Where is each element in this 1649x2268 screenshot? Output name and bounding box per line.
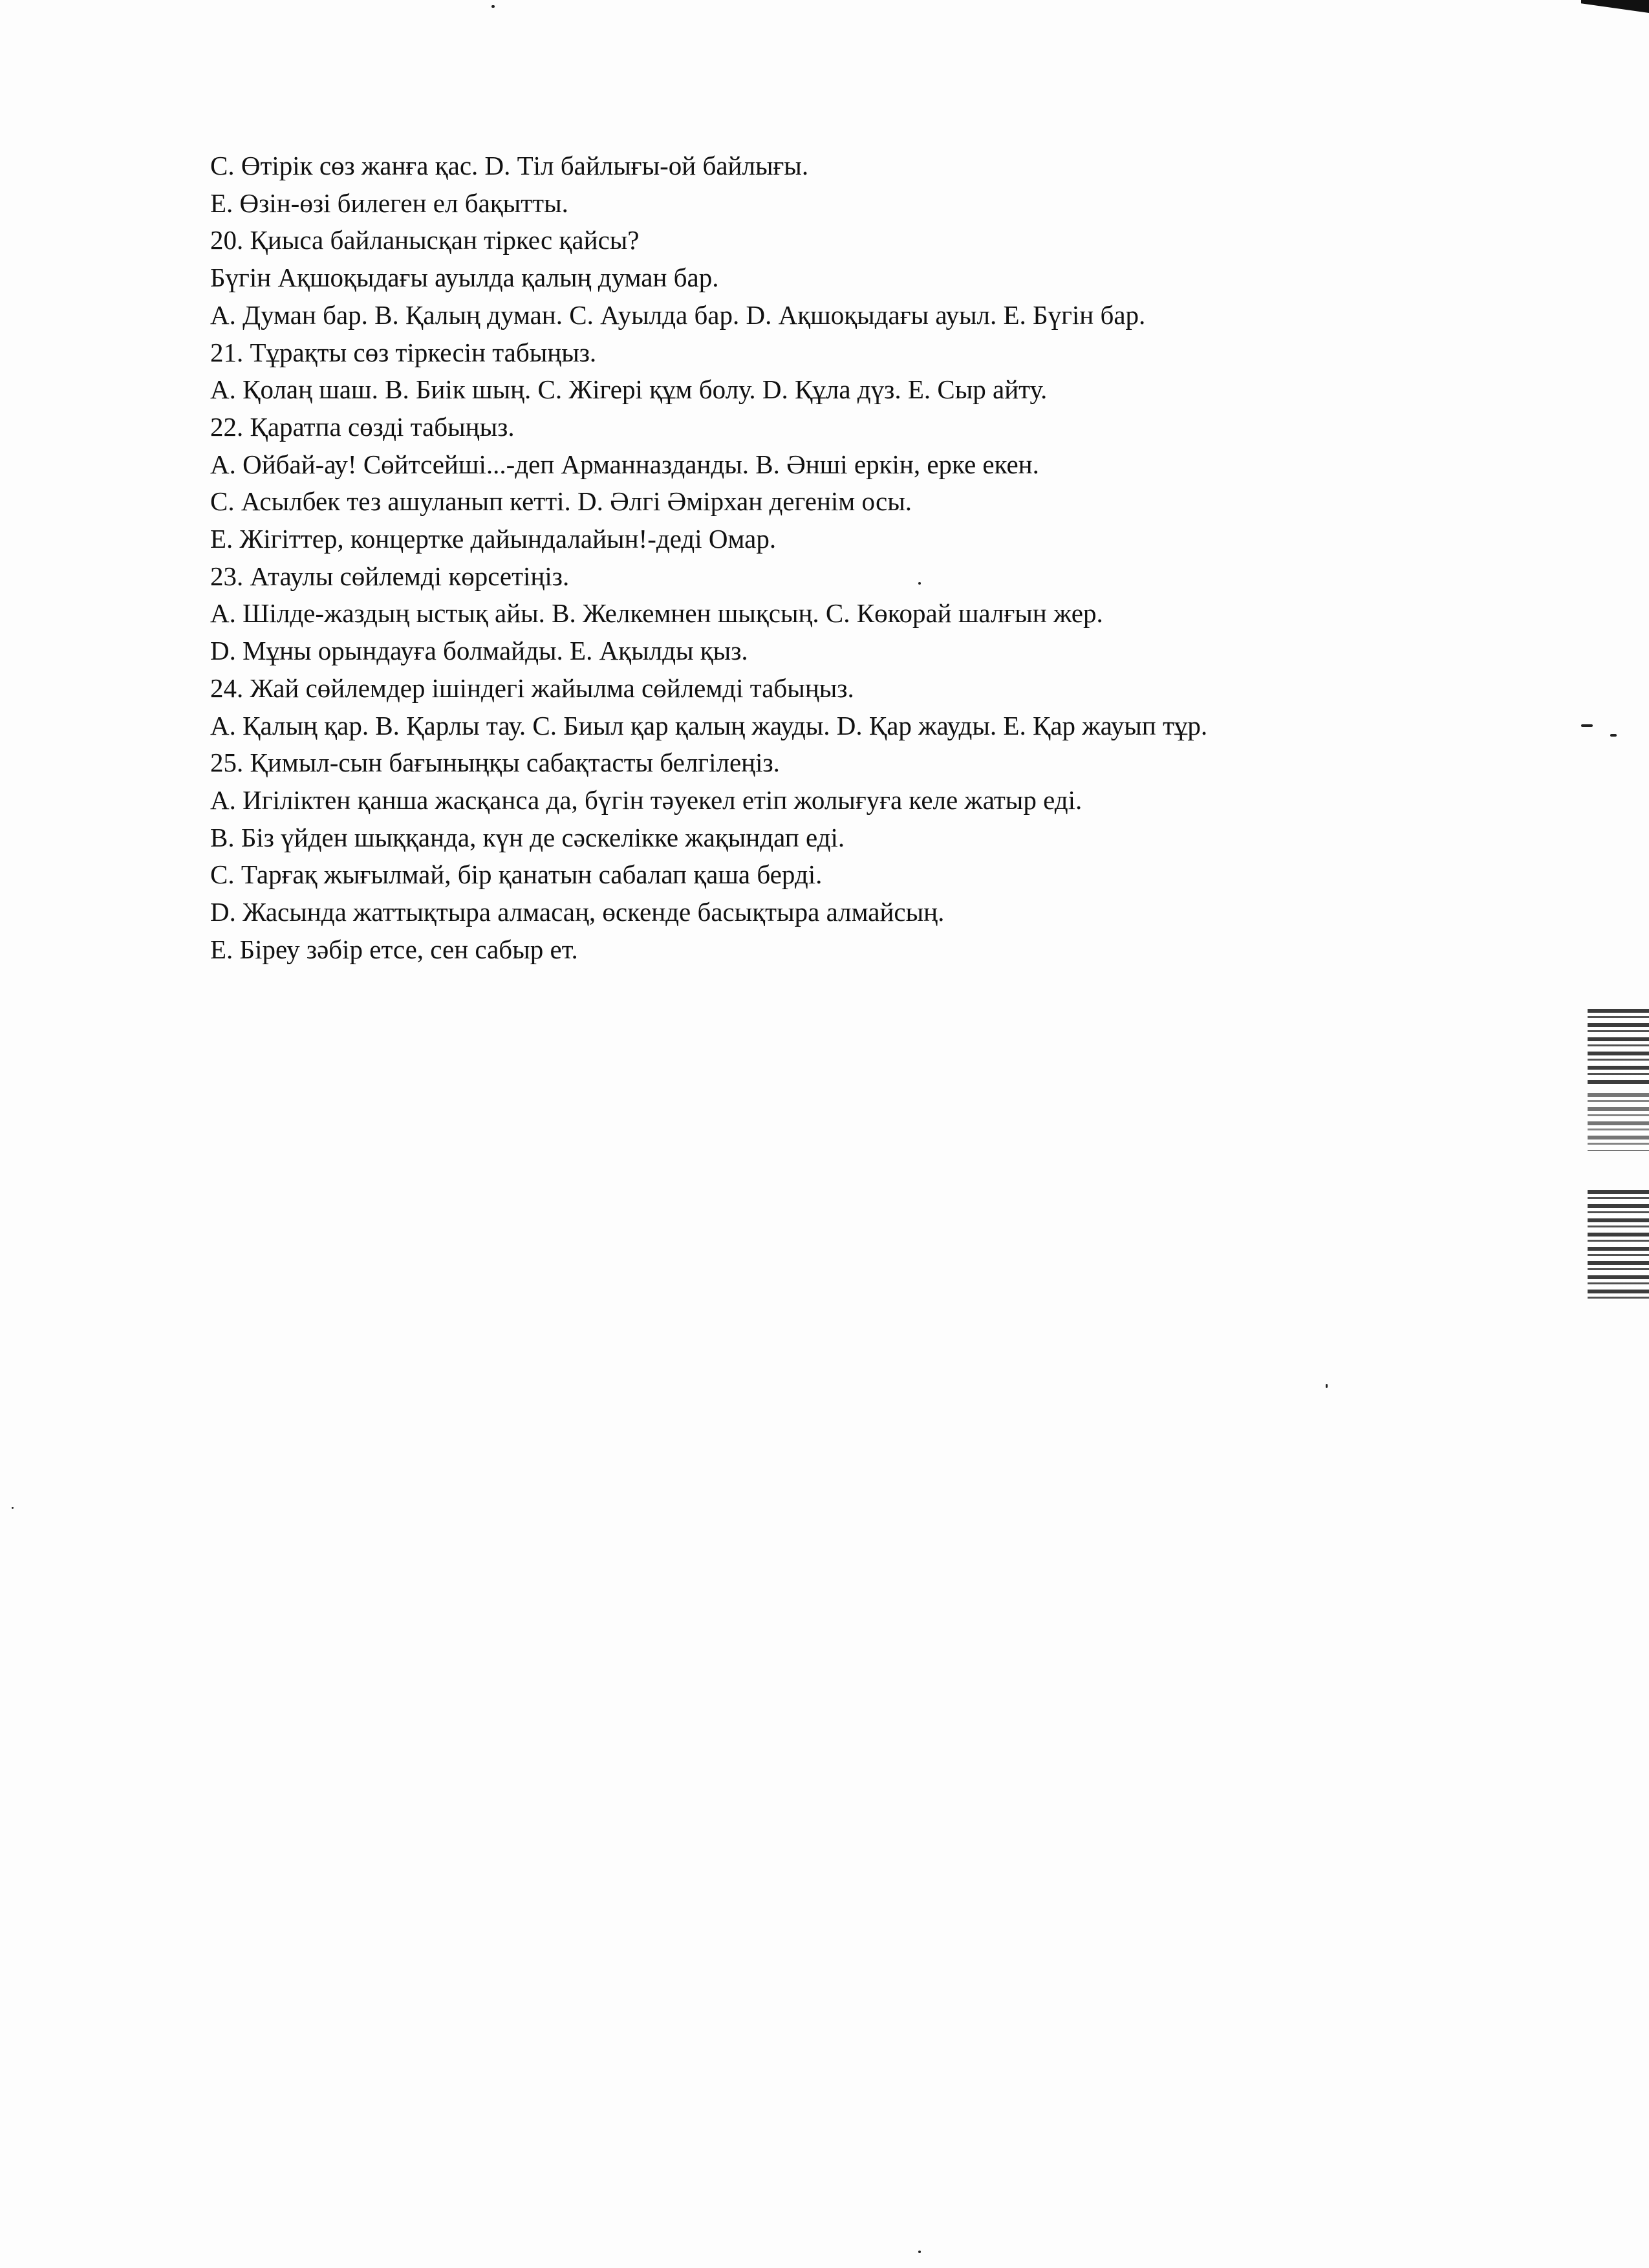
question-24-options: A. Қалың қар. B. Қарлы тау. C. Биыл қар қалың жауды. D. Қар жауды. E. Қар жауып тұр. <box>210 710 1208 740</box>
question-21: 21. Тұрақты сөз тіркесін табыңыз. <box>210 337 597 367</box>
question-25: 25. Қимыл-сын бағыныңқы сабақтасты белгілеңіз. <box>210 748 780 778</box>
question-22-options: A. Ойбай-ау! Сөйтсейші...-деп Арманназданды. B. Әнші еркін, ерке екен. <box>210 449 1039 479</box>
question-22-options: C. Асылбек тез ашуланып кетті. D. Әлгі Әмірхан дегенім осы. <box>210 486 912 517</box>
scan-speck <box>491 5 495 8</box>
question-22-options: E. Жігіттер, концертке дайындалайын!-деді Омар. <box>210 524 777 554</box>
question-20: 20. Қиыса байланысқан тіркес қайсы? <box>210 225 640 255</box>
answer-options-line: C. Өтірік сөз жанға қас. D. Тіл байлығы-ой байлығы. <box>210 151 809 180</box>
question-24: 24. Жай сөйлемдер ішіндегі жайылма сөйлемді табыңыз. <box>210 673 854 703</box>
scan-speck <box>1581 724 1593 727</box>
scan-speck <box>1610 734 1617 737</box>
scan-edge-noise <box>1588 1093 1649 1151</box>
question-21-options: A. Қолаң шаш. B. Биік шың. C. Жігері құм болу. D. Құла дүз. E. Сыр айту. <box>210 374 1048 405</box>
scan-speck <box>12 1507 14 1509</box>
scan-edge-noise <box>1588 1190 1649 1300</box>
question-20-sentence: Бүгін Ақшоқыдағы ауылда қалың думан бар. <box>210 263 719 293</box>
question-25-option: A. Игіліктен қанша жасқанса да, бүгін тәуекел етіп жолығуға келе жатыр еді. <box>210 784 1083 815</box>
scan-speck <box>1326 1384 1328 1388</box>
answer-options-line: E. Өзін-өзі билеген ел бақытты. <box>210 188 568 218</box>
scan-corner-mark <box>1581 0 1649 13</box>
question-25-option: E. Біреу зәбір етсе, сен сабыр ет. <box>210 934 578 964</box>
scan-speck <box>918 582 921 585</box>
question-23-options: A. Шілде-жаздың ыстық айы. B. Желкемнен шықсың. C. Көкорай шалғын жер. <box>210 598 1103 629</box>
question-23-options: D. Мұны орындауға болмайды. E. Ақылды қыз. <box>210 636 748 666</box>
question-25-option: B. Біз үйден шыққанда, күн де сәскелікке жақындап еді. <box>210 822 845 852</box>
document-text <box>210 147 1503 968</box>
question-25-option: D. Жасында жаттықтыра алмасаң, өскенде басықтыра алмайсың. <box>210 897 945 927</box>
scan-speck <box>918 2251 921 2253</box>
scan-edge-noise <box>1588 1009 1649 1086</box>
question-23: 23. Атаулы сөйлемді көрсетіңіз. <box>210 561 570 591</box>
question-22: 22. Қаратпа сөзді табыңыз. <box>210 411 515 442</box>
question-20-options: A. Думан бар. B. Қалың думан. C. Ауылда бар. D. Ақшоқыдағы ауыл. E. Бүгін бар. <box>210 299 1146 330</box>
question-25-option: C. Тарғақ жығылмай, бір қанатын сабалап қаша берді. <box>210 859 823 890</box>
